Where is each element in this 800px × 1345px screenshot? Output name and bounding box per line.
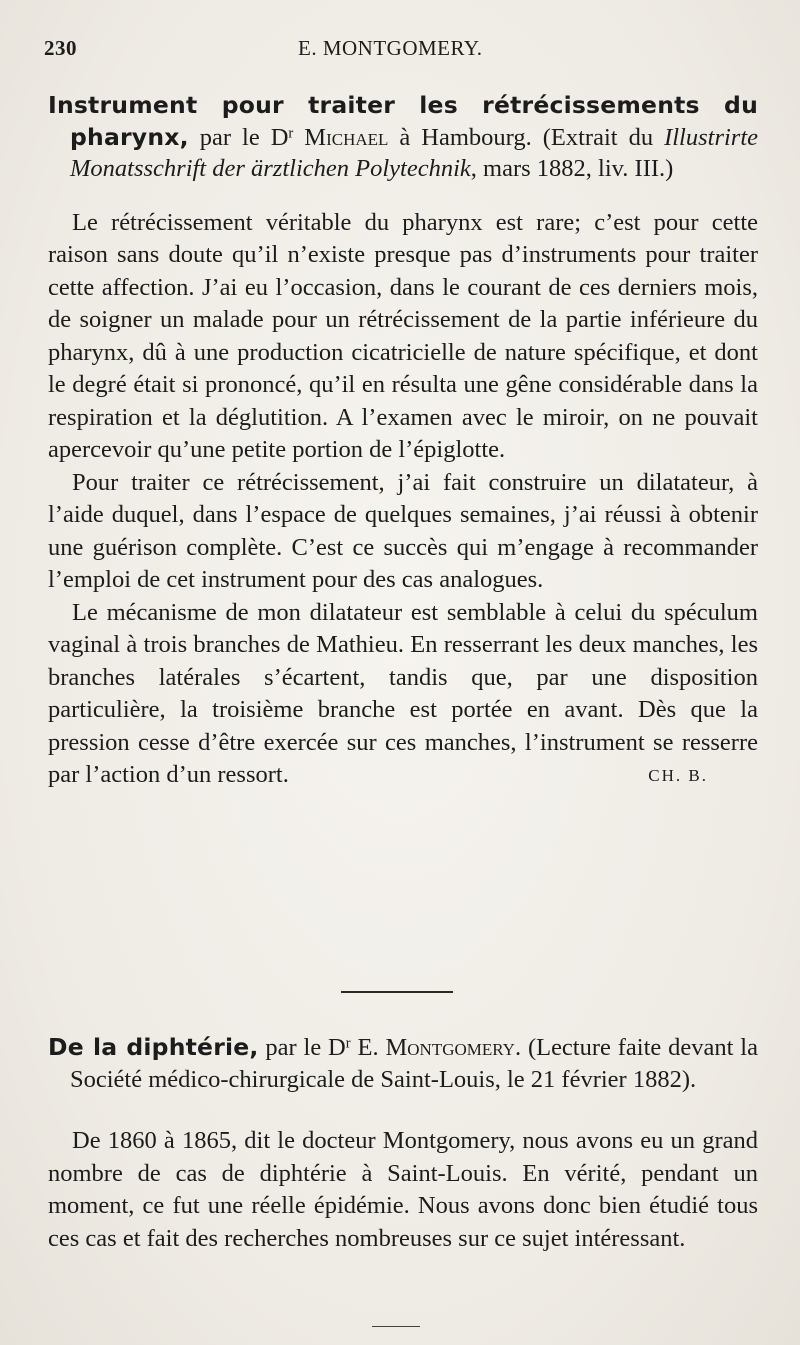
article-2-author-name: E. Montgomery: [350, 1034, 515, 1061]
article-2-paragraph: De 1860 à 1865, dit le docteur Montgomery, nous avons eu un grand nombre de cas de diphtérie à Saint-Louis. En vérité, pendant un moment, ce fut une réelle épidémie. Nous avons donc bien étudié tous ces cas et fait des recherches nombreuses sur ce sujet intéressant.: [48, 1127, 758, 1252]
article-2-byline-sup: r: [345, 1035, 351, 1052]
section-divider: [341, 991, 453, 993]
running-title: E. MONTGOMERY.: [298, 36, 483, 60]
article-2-byline-part-2: . (Lecture faite devant la Société médico-chirurgicale de Saint-Louis, le 21 février 1882).: [70, 1034, 758, 1093]
article-1-paragraph: Le mécanisme de mon dilatateur est semblable à celui du spéculum vaginal à trois branches de Mathieu. En resserrant les deux manches, les branches latérales s’écartent, tandis que, par une disposition particulière, la troisième branche est portée en avant. Dès que la pression cesse d’être exercée sur ces manches, l’instrument se resserre par l’action d’un ressort.: [48, 598, 758, 788]
article-1-byline-sup: r: [288, 125, 294, 142]
article-1-paragraph: Le rétrécissement véritable du pharynx est rare; c’est pour cette raison sans doute qu’il n’existe presque pas d’instruments pour traiter cette affection. J’ai eu l’occasion, dans le courant de ces derniers mois, de soigner un malade pour un rétrécissement de la partie inférieure du pharynx, dû à une production cicatricielle de nature spécifique, et dont le degré était si prononcé, qu’il en résulta une gêne considérable dans la respiration et la déglutition. A l’examen avec le miroir, on ne pouvait apercevoir qu’une petite portion de l’épiglotte.: [48, 208, 758, 463]
article-1-title: Instrument pour traiter les rétrécissements du pharynx,: [48, 91, 758, 151]
running-head: [44, 36, 756, 68]
article-1-heading: [48, 90, 758, 185]
page-number: 230: [44, 36, 77, 60]
article-2-title: De la diphtérie,: [48, 1033, 259, 1061]
article-2-heading: [48, 1032, 758, 1095]
article-diphterie: [48, 1032, 758, 1255]
article-instrument: [48, 90, 758, 792]
article-1-byline-part-1: par le D: [188, 123, 289, 151]
article-1-signature: CH. B.: [648, 765, 708, 785]
article-1-byline-part-3: , mars 1882, liv. III.): [470, 155, 674, 182]
article-1-author-name: Michael: [293, 123, 389, 151]
article-1-source-journal: Illustrirte Monatsschrift der ärztlichen Polytechnik: [70, 123, 758, 182]
article-1-byline-part-2: à Hambourg. (Extrait du: [388, 123, 665, 151]
bottom-rule: [372, 1326, 420, 1327]
article-1-paragraph: Pour traiter ce rétrécissement, j’ai fait construire un dilatateur, à l’aide duquel, dans l’espace de quelques semaines, j’ai réussi à obtenir une guérison complète. C’est ce succès qui m’engage à recommander l’emploi de cet instrument pour des cas analogues.: [48, 468, 758, 593]
article-2-byline-part-1: par le D: [258, 1034, 346, 1061]
